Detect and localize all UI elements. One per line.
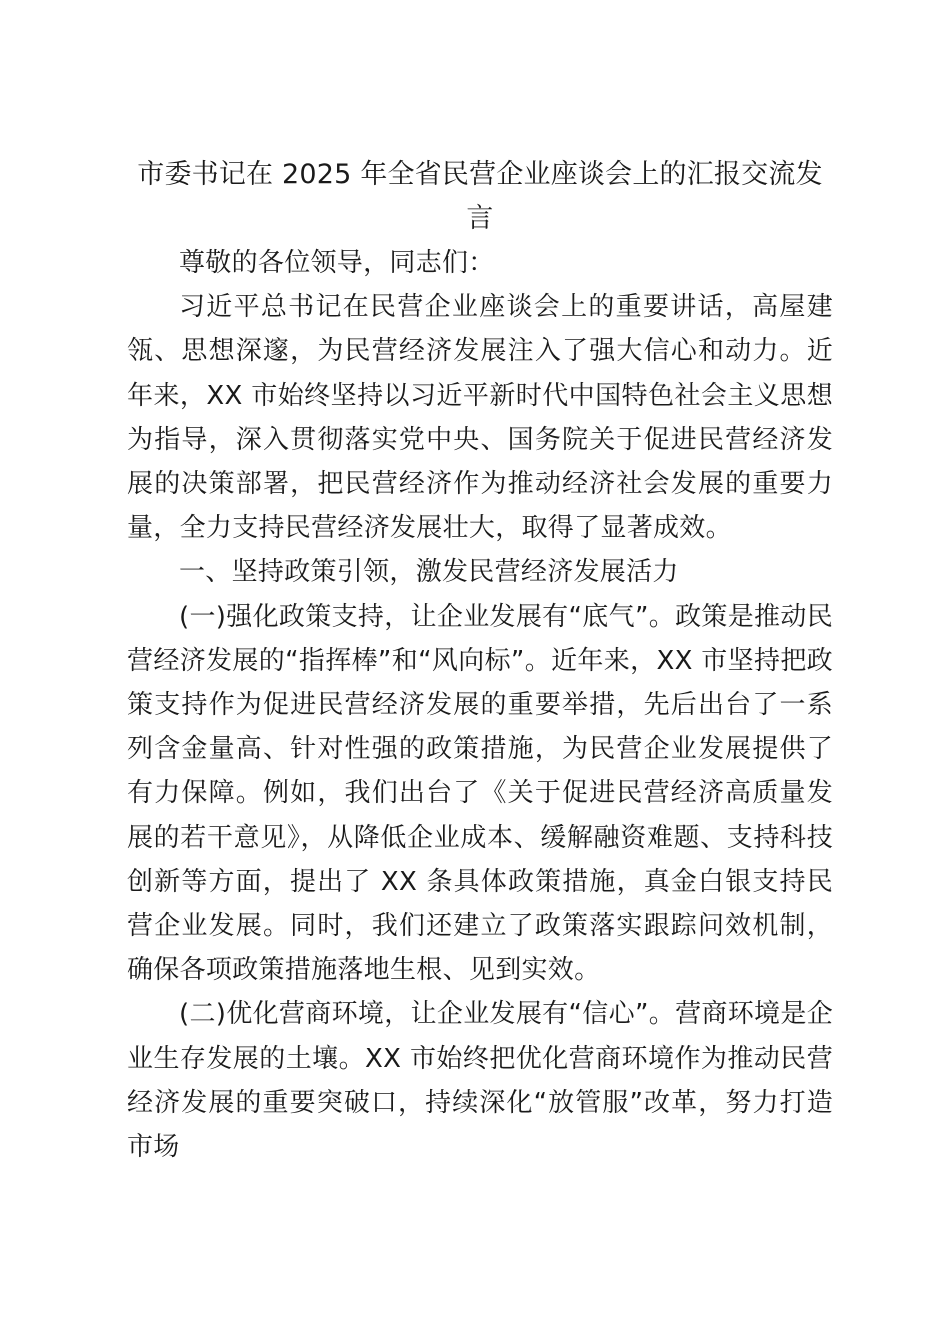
intro-paragraph: 习近平总书记在民营企业座谈会上的重要讲话，高屋建瓴、思想深邃，为民营经济发展注入了强大信心和动力。近年来，XX 市始终坚持以习近平新时代中国特色社会主义思想为指导，深入贯彻落实党中央、国务院关于促进民营经济发展的决策部署，把民营经济作为推动经济社会发展的重要力量，全力支持民营经济发展壮大，取得了显著成效。 <box>127 292 833 544</box>
document-body <box>127 153 833 1169</box>
document-title: 市委书记在 2025 年全省民营企业座谈会上的汇报交流发言 <box>137 159 823 234</box>
salutation: 尊敬的各位领导，同志们： <box>179 248 495 278</box>
subsection-paragraph-1: (一)强化政策支持，让企业发展有“底气”。政策是推动民营经济发展的“指挥棒”和“风向标”。近年来，XX 市坚持把政策支持作为促进民营经济发展的重要举措，先后出台了一系列含金量高、针对性强的政策措施，为民营企业发展提供了有力保障。例如，我们出台了《关于促进民营经济高质量发展的若干意见》，从降低企业成本、缓解融资难题、支持科技创新等方面，提出了 XX 条具体政策措施，真金白银支持民营企业发展。同时，我们还建立了政策落实跟踪问效机制，确保各项政策措施落地生根、见到实效。 <box>127 601 833 986</box>
subsection-paragraph-2: (二)优化营商环境，让企业发展有“信心”。营商环境是企业生存发展的土壤。XX 市始终把优化营商环境作为推动民营经济发展的重要突破口，持续深化“放管服”改革，努力打造市场 <box>127 999 833 1163</box>
section-heading-1: 一、坚持政策引领，激发民营经济发展活力 <box>179 557 679 588</box>
